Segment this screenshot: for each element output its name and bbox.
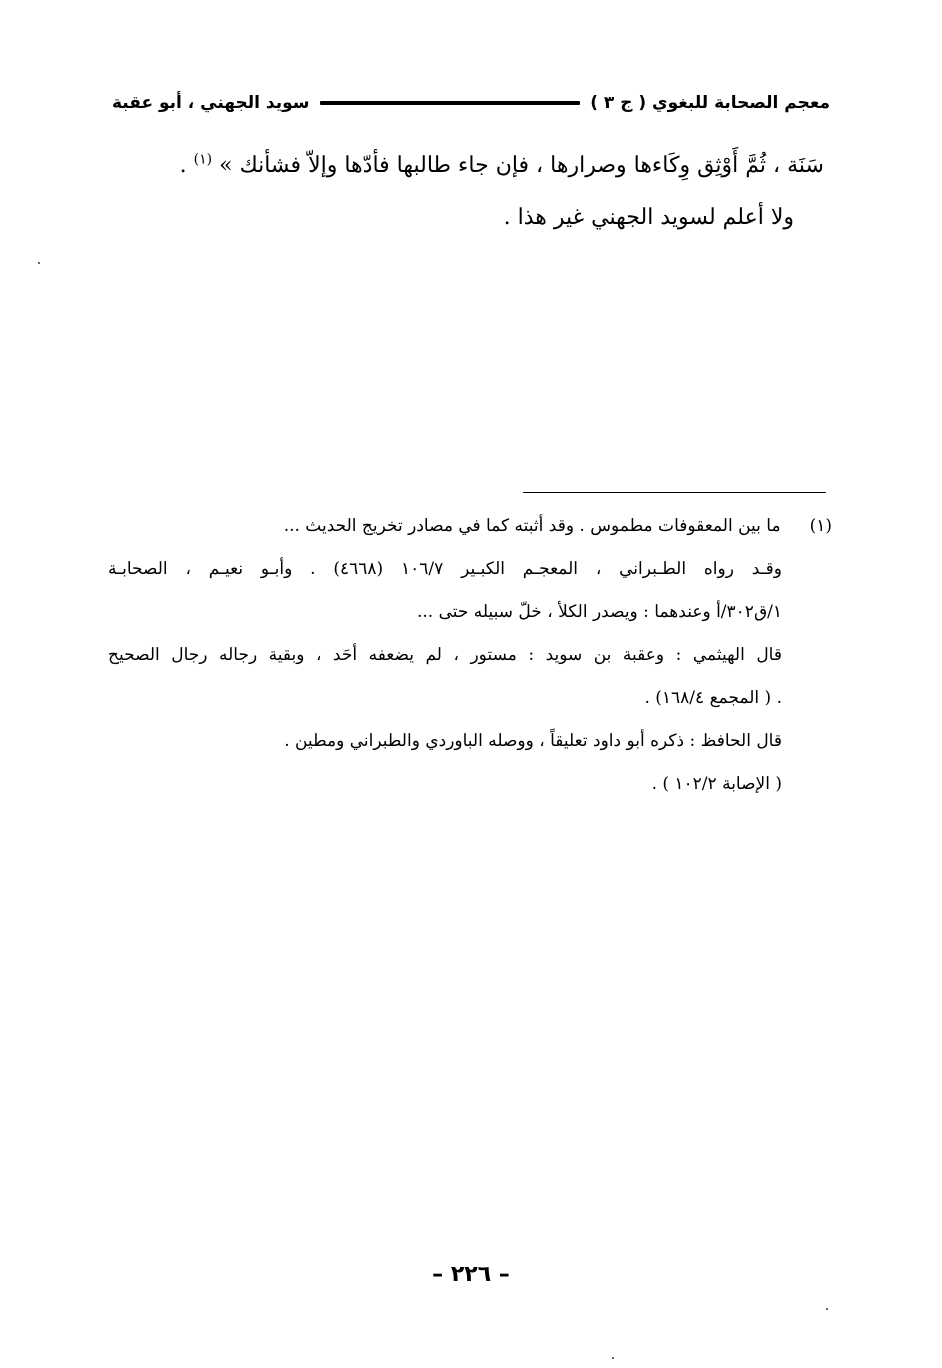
footnote-line-1 — [108, 505, 832, 548]
footnote-separator — [523, 492, 826, 493]
header-entry-title: سويد الجهني ، أبو عقبة — [112, 93, 310, 113]
footnote-line-7: ( الإصابة ١٠٢/٢ ) . — [651, 774, 782, 794]
main-text-line-2: ولا أعلم لسويد الجهني غير هذا . — [503, 205, 794, 230]
page-number: – ٢٢٦ – — [432, 1262, 510, 1287]
footnote-line-4: قال الهيثمي : وعقبة بن سويد : مستور ، لم يضعفه أحَد ، وبقية رجاله رجال الصحيح — [108, 645, 782, 665]
footnote-line-3: ١/ق٣٠٢/أ وعندهما : ويصدر الكلأ ، خلّ سبيله حتى ... — [416, 602, 782, 622]
footnote-reference: (١) — [193, 151, 213, 168]
header-rule — [320, 101, 581, 105]
main-text-line-1-end: . — [179, 153, 187, 178]
footnote-number: (١) — [809, 516, 832, 536]
footnote-line-1-text: ما بين المعقوفات مطموس . وقد أثبته كما في مصادر تخريج الحديث ... — [283, 516, 781, 536]
main-text-line-1 — [112, 140, 830, 192]
footnote-line-2: وقـد رواه الطـبراني ، المعجـم الكبـير ١٠٦/٧ (٤٦٦٨) . وأبـو نعيـم ، الصحابـة — [108, 559, 782, 579]
scan-speck — [612, 1357, 614, 1359]
running-header — [112, 86, 830, 120]
main-text — [112, 140, 830, 244]
footnotes — [108, 505, 832, 806]
scan-speck — [38, 262, 40, 264]
main-text-line-1-text: سَنَة ، ثُمَّ أَوْثِق وِكَاءها وصرارها ، فإن جاء طالبها فأدّها وإلاّ فشأنك » — [219, 153, 824, 178]
scan-speck — [826, 1308, 828, 1310]
footnote-line-5: . ( المجمع ١٦٨/٤) . — [644, 688, 782, 708]
header-book-title: معجم الصحابة للبغوي ( ج ٣ ) — [590, 93, 830, 113]
footnote-line-6: قال الحافظ : ذكره أبو داود تعليقاً ، ووصله الباوردي والطبراني ومطين . — [284, 731, 782, 751]
